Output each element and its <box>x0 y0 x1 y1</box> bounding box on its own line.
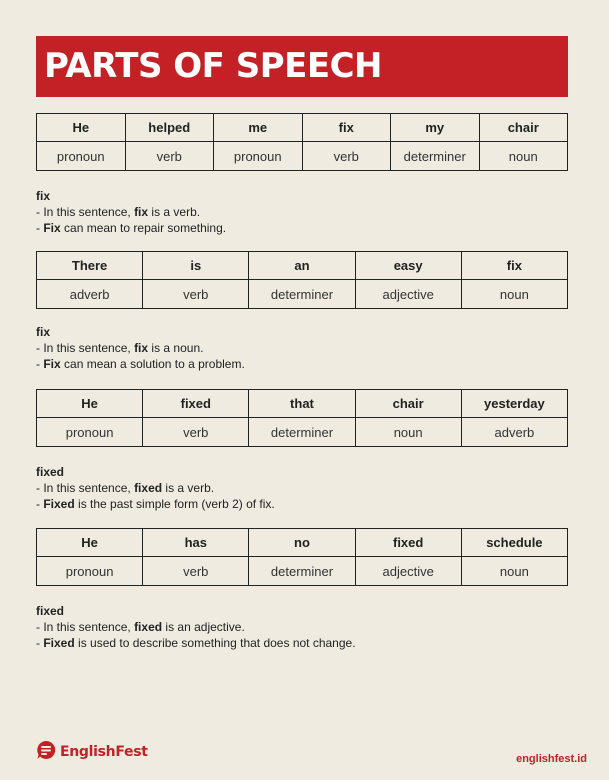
word-cell: fix <box>461 252 567 280</box>
chat-bubble-icon <box>36 740 56 764</box>
pos-cell: verb <box>125 142 214 171</box>
word-cell: an <box>249 252 355 280</box>
note-bold: Fixed <box>43 497 75 511</box>
pos-cell: adverb <box>461 418 567 447</box>
pos-cell: pronoun <box>214 142 303 171</box>
note-text: is a verb. <box>148 205 201 219</box>
word-cell: has <box>143 529 249 557</box>
word-cell: me <box>214 114 303 142</box>
note-line <box>36 635 356 651</box>
word-cell: chair <box>355 390 461 418</box>
note-line <box>36 220 226 236</box>
word-cell: He <box>37 390 143 418</box>
word-row <box>37 252 568 280</box>
word-cell: no <box>249 529 355 557</box>
note-4 <box>36 603 356 651</box>
note-term: fixed <box>36 604 65 618</box>
brand-logo[interactable] <box>36 740 148 764</box>
word-cell: yesterday <box>461 390 567 418</box>
pos-table-4 <box>36 528 568 586</box>
word-cell: my <box>391 114 480 142</box>
page-title: PARTS OF SPEECH <box>44 46 383 86</box>
note-line <box>36 619 356 635</box>
note-text: can mean a solution to a problem. <box>60 357 245 371</box>
word-row <box>37 529 568 557</box>
pos-cell: verb <box>143 557 249 586</box>
word-cell: He <box>37 114 126 142</box>
pos-row <box>37 280 568 309</box>
note-term: fixed <box>36 465 65 479</box>
note-3 <box>36 464 275 512</box>
note-line <box>36 496 275 512</box>
note-text: - <box>36 357 44 371</box>
note-text: - <box>36 636 44 650</box>
website-link[interactable]: englishfest.id <box>516 753 587 765</box>
note-bold: Fixed <box>43 636 75 650</box>
pos-cell: verb <box>143 280 249 309</box>
note-text: is an adjective. <box>162 620 245 634</box>
pos-cell: adjective <box>355 557 461 586</box>
note-bold: fixed <box>134 620 163 634</box>
pos-cell: adverb <box>37 280 143 309</box>
word-cell: that <box>249 390 355 418</box>
title-banner <box>36 36 568 97</box>
note-text: - In this sentence, <box>36 481 135 495</box>
note-text: - In this sentence, <box>36 205 135 219</box>
pos-cell: pronoun <box>37 418 143 447</box>
note-text: - <box>36 497 44 511</box>
note-text: is a noun. <box>148 341 204 355</box>
word-cell: fixed <box>143 390 249 418</box>
note-line <box>36 340 245 356</box>
word-cell: helped <box>125 114 214 142</box>
pos-cell: noun <box>479 142 568 171</box>
note-line <box>36 356 245 372</box>
note-text: - In this sentence, <box>36 341 135 355</box>
word-cell: easy <box>355 252 461 280</box>
note-text: is used to describe something that does not change. <box>74 636 356 650</box>
pos-cell: determiner <box>249 280 355 309</box>
note-term: fix <box>36 325 51 339</box>
word-cell: He <box>37 529 143 557</box>
pos-cell: determiner <box>249 418 355 447</box>
note-line <box>36 204 226 220</box>
note-bold: Fix <box>43 221 61 235</box>
note-text: - <box>36 221 44 235</box>
pos-cell: verb <box>143 418 249 447</box>
note-text: - In this sentence, <box>36 620 135 634</box>
note-bold: fix <box>134 341 149 355</box>
note-line <box>36 480 275 496</box>
note-text: is the past simple form (verb 2) of fix. <box>74 497 275 511</box>
note-bold: Fix <box>43 357 61 371</box>
pos-cell: pronoun <box>37 557 143 586</box>
note-bold: fix <box>134 205 149 219</box>
pos-table-2 <box>36 251 568 309</box>
pos-cell: adjective <box>355 280 461 309</box>
note-text: can mean to repair something. <box>60 221 227 235</box>
pos-cell: noun <box>355 418 461 447</box>
word-cell: fixed <box>355 529 461 557</box>
word-cell: schedule <box>461 529 567 557</box>
word-cell: There <box>37 252 143 280</box>
note-bold: fixed <box>134 481 163 495</box>
note-text: is a verb. <box>162 481 215 495</box>
pos-cell: determiner <box>391 142 480 171</box>
pos-cell: determiner <box>249 557 355 586</box>
pos-table-3 <box>36 389 568 447</box>
word-cell: chair <box>479 114 568 142</box>
word-row <box>37 114 568 142</box>
pos-cell: noun <box>461 557 567 586</box>
brand-name: EnglishFest <box>60 744 148 760</box>
pos-row <box>37 142 568 171</box>
pos-row <box>37 418 568 447</box>
word-row <box>37 390 568 418</box>
note-2 <box>36 324 245 372</box>
word-cell: fix <box>302 114 391 142</box>
pos-cell: pronoun <box>37 142 126 171</box>
word-cell: is <box>143 252 249 280</box>
pos-row <box>37 557 568 586</box>
note-term: fix <box>36 189 51 203</box>
pos-cell: verb <box>302 142 391 171</box>
pos-table-1 <box>36 113 568 171</box>
pos-cell: noun <box>461 280 567 309</box>
note-1 <box>36 188 226 236</box>
